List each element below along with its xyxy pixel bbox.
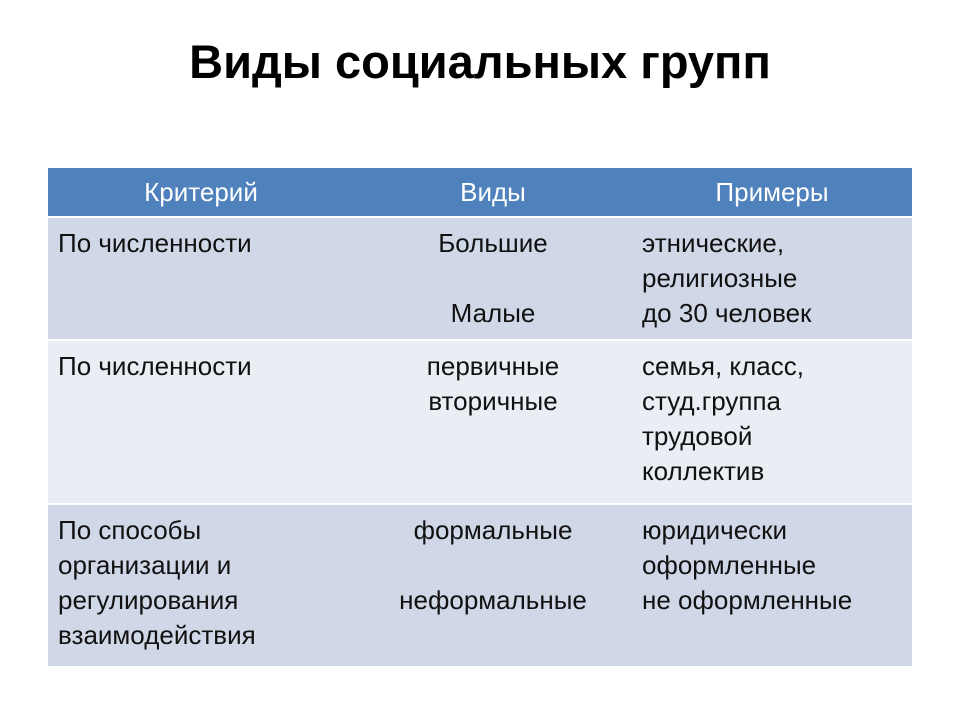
cell-line: организации и xyxy=(58,550,232,580)
cell-examples xyxy=(632,504,912,666)
table-row xyxy=(48,340,912,504)
slide-title: Виды социальных групп xyxy=(189,35,771,88)
cell-gap xyxy=(364,548,622,583)
cell-line: не оформленные xyxy=(642,585,853,615)
cell-types xyxy=(354,340,632,504)
cell-line: регулирования xyxy=(58,585,239,615)
cell-examples xyxy=(632,217,912,340)
cell-line: трудовой xyxy=(642,421,753,451)
cell-line: семья, класс, xyxy=(642,351,804,381)
cell-line: формальные xyxy=(413,515,573,545)
table-header-row xyxy=(48,168,912,217)
cell-line: вторичные xyxy=(428,386,558,416)
cell-line: юридически xyxy=(642,515,788,545)
cell-criterion xyxy=(48,504,354,666)
social-groups-table xyxy=(48,168,912,666)
cell-line: По способы xyxy=(58,515,202,545)
cell-line: По численности xyxy=(58,351,252,381)
cell-types xyxy=(354,217,632,340)
table-row xyxy=(48,504,912,666)
cell-line: этнические, xyxy=(642,228,785,258)
cell-line: студ.группа xyxy=(642,386,782,416)
header-criterion: Критерий xyxy=(48,168,354,217)
cell-line: неформальные xyxy=(399,585,587,615)
cell-line: Малые xyxy=(450,298,536,328)
cell-line: Большие xyxy=(438,228,548,258)
cell-types xyxy=(354,504,632,666)
cell-line: религиозные xyxy=(642,263,798,293)
cell-examples xyxy=(632,340,912,504)
cell-line: первичные xyxy=(426,351,560,381)
header-types: Виды xyxy=(354,168,632,217)
cell-line: до 30 человек xyxy=(642,298,812,328)
header-examples: Примеры xyxy=(632,168,912,217)
cell-line: По численности xyxy=(58,228,252,258)
cell-line: взаимодействия xyxy=(58,620,256,650)
cell-line: коллектив xyxy=(642,456,765,486)
cell-criterion xyxy=(48,217,354,340)
cell-line: оформленные xyxy=(642,550,817,580)
cell-criterion xyxy=(48,340,354,504)
cell-gap xyxy=(364,261,622,296)
table-row xyxy=(48,217,912,340)
